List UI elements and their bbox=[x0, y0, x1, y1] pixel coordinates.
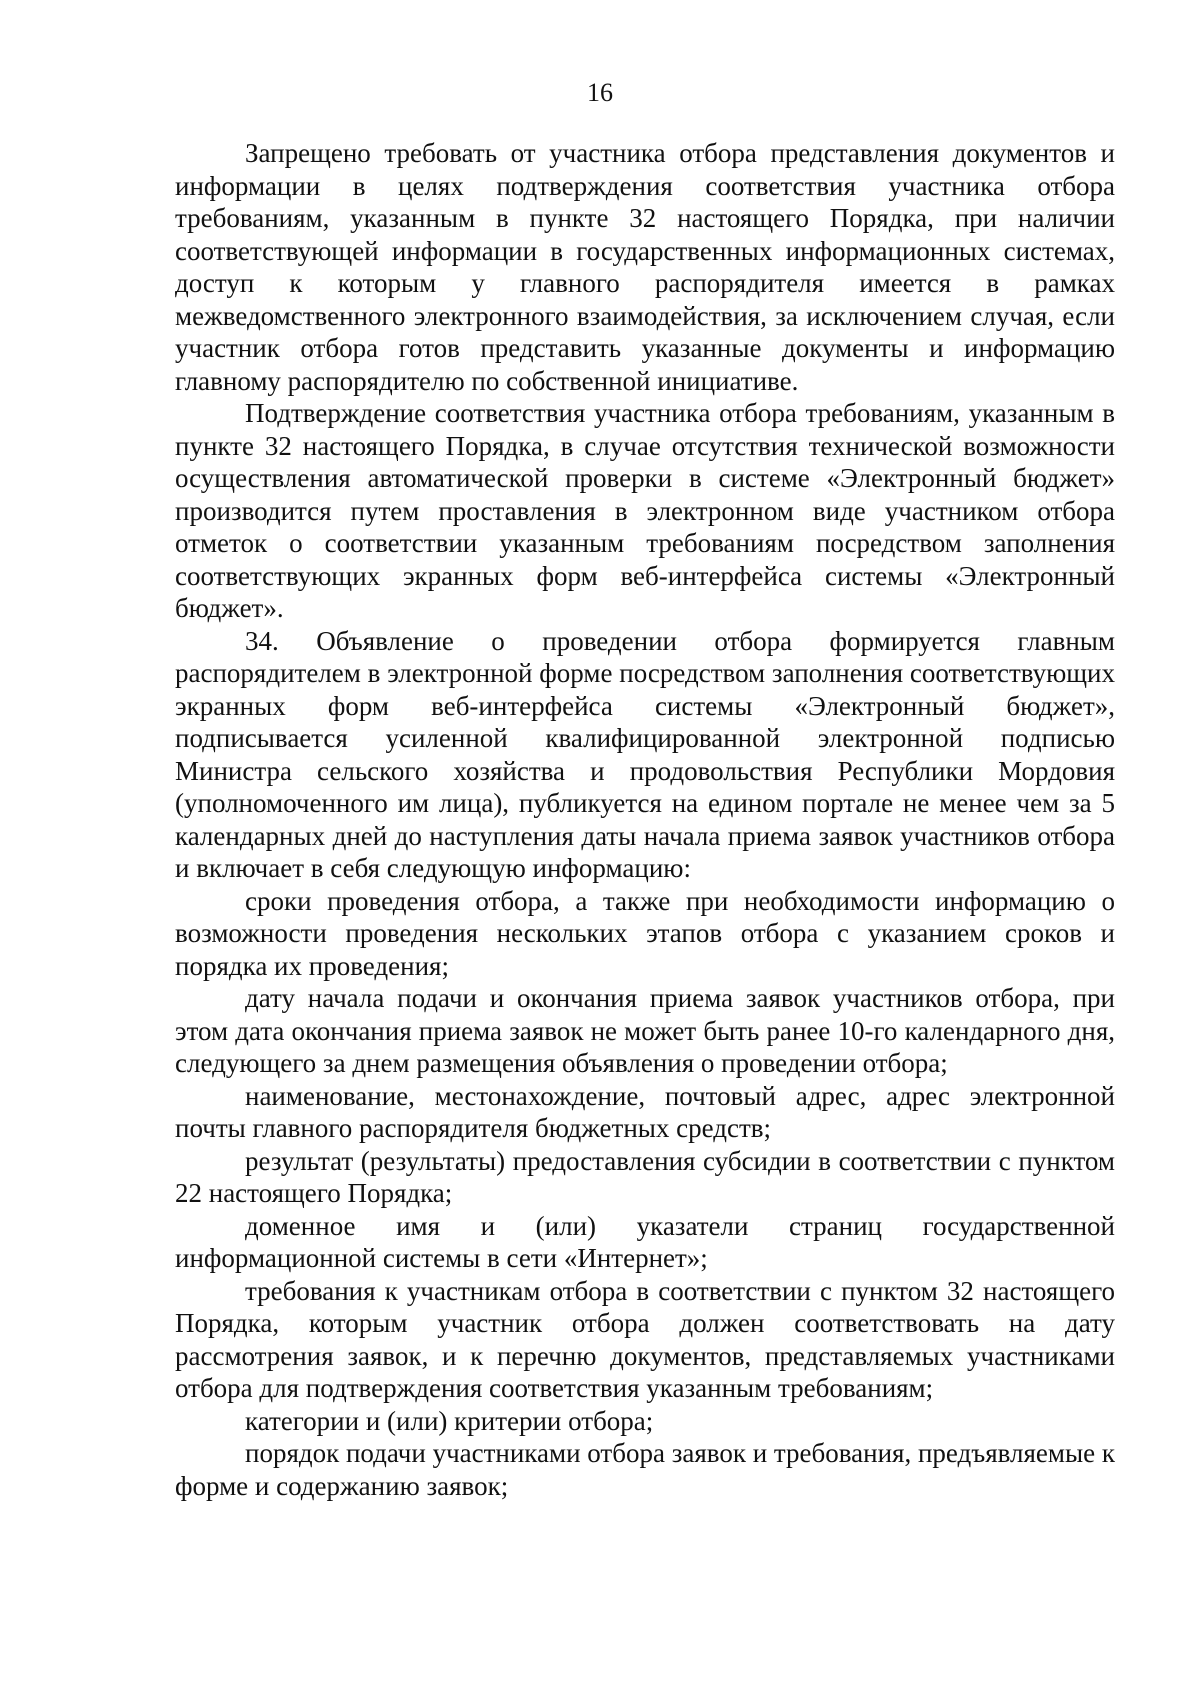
paragraph-distributor-contacts: наименование, местонахождение, почтовый адрес, адрес электронной почты главного распорядителя бюджетных средств; bbox=[175, 1080, 1115, 1143]
paragraph-no-document-request: Запрещено требовать от участника отбора представления документов и информации в целях подтверждения соответствия участника отбора требованиям, указанным в пункте 32 настоящего Порядка, при наличии соответствующей информации в государственных информационных системах, доступ к которым у главного распорядителя имеется в рамках межведомственного электронного взаимодействия, за исключением случая, если участник отбора готов представить указанные документы и информацию главному распорядителю по собственной инициативе. bbox=[175, 138, 1115, 396]
page-number: 16 bbox=[587, 78, 613, 107]
paragraph-participant-requirements: требования к участникам отбора в соответствии с пунктом 32 настоящего Порядка, которым участник отбора должен соответствовать на дату рассмотрения заявок, и к перечню документов, представляемых участниками отбора для подтверждения соответствия указанным требованиям; bbox=[175, 1275, 1115, 1403]
paragraph-compliance-confirmation: Подтверждение соответствия участника отбора требованиям, указанным в пункте 32 настоящего Порядка, в случае отсутствия технической возможности осуществления автоматической проверки в системе «Электронный бюджет» производится путем проставления в электронном виде участником отбора отметок о соответствии указанным требованиям посредством заполнения соответствующих экранных форм веб-интерфейса системы «Электронный бюджет». bbox=[175, 398, 1115, 623]
paragraph-subsidy-result: результат (результаты) предоставления субсидии в соответствии с пунктом 22 настоящего Порядка; bbox=[175, 1145, 1115, 1208]
paragraph-selection-dates: сроки проведения отбора, а также при необходимости информацию о возможности проведения нескольких этапов отбора с указанием сроков и порядка их проведения; bbox=[175, 885, 1115, 981]
document-body bbox=[175, 137, 1115, 1502]
paragraph-domain-name: доменное имя и (или) указатели страниц государственной информационной системы в сети «Интернет»; bbox=[175, 1210, 1115, 1273]
paragraph-application-procedure: порядок подачи участниками отбора заявок и требования, предъявляемые к форме и содержанию заявок; bbox=[175, 1438, 1115, 1501]
paragraph-selection-criteria: категории и (или) критерии отбора; bbox=[245, 1405, 654, 1436]
paragraph-application-dates: дату начала подачи и окончания приема заявок участников отбора, при этом дата окончания приема заявок не может быть ранее 10-го календарного дня, следующего за днем размещения объявления о проведении отбора; bbox=[175, 983, 1115, 1078]
paragraph-item-34-announcement: 34. Объявление о проведении отбора формируется главным распорядителем в электронной форме посредством заполнения соответствующих экранных форм веб-интерфейса системы «Электронный бюджет», подписывается усиленной квалифицированной электронной подписью Министра сельского хозяйства и продовольствия Республики Мордовия (уполномоченного им лица), публикуется на едином портале не менее чем за 5 календарных дней до наступления даты начала приема заявок участников отбора и включает в себя следующую информацию: bbox=[175, 625, 1115, 883]
